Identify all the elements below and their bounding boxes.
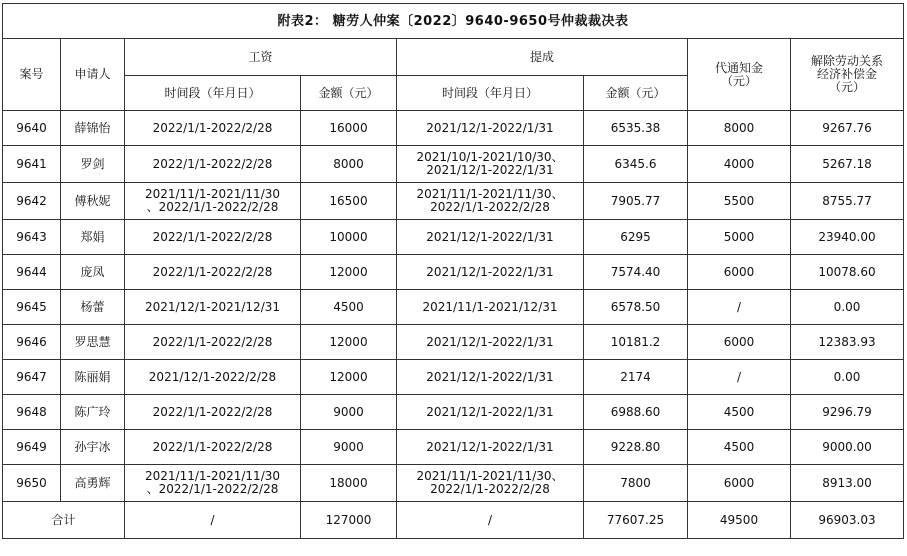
- wage-amount-cell: 8000: [301, 146, 397, 183]
- severance-cell: 9296.79: [791, 395, 904, 430]
- commission-period-cell-line: 2022/1/1-2022/2/28: [430, 200, 550, 214]
- wage-period-cell-line: 2021/11/1-2021/11/30: [144, 187, 281, 201]
- wage-period-cell-line: 2021/11/1-2021/11/30: [144, 469, 281, 483]
- wage-period-cell-line: 2022/1/1-2022/2/28: [152, 404, 273, 419]
- total-wage-amount-cell: 127000: [301, 502, 397, 539]
- header-wage: 工资: [125, 39, 397, 76]
- wage-period-cell-line: 、2022/1/1-2022/2/28: [146, 200, 279, 214]
- case-number-cell: 9646: [3, 325, 61, 360]
- commission-period-cell: [397, 325, 584, 360]
- notice-pay-cell: /: [688, 360, 791, 395]
- commission-period-cell-line: 2021/11/1-2021/12/31: [422, 299, 558, 314]
- table-row: [3, 220, 904, 255]
- commission-period-cell: [397, 220, 584, 255]
- applicant-cell: 陈广玲: [61, 395, 125, 430]
- case-number-cell: 9650: [3, 465, 61, 502]
- notice-pay-cell: 6000: [688, 255, 791, 290]
- notice-pay-cell: 6000: [688, 465, 791, 502]
- header-commission: 提成: [397, 39, 688, 76]
- table-row: [3, 290, 904, 325]
- wage-amount-cell: 12000: [301, 325, 397, 360]
- notice-pay-cell: 8000: [688, 111, 791, 146]
- severance-cell: 9000.00: [791, 430, 904, 465]
- severance-cell: 0.00: [791, 360, 904, 395]
- severance-cell: 5267.18: [791, 146, 904, 183]
- header-severance-line2: 经济补偿金: [817, 67, 878, 81]
- total-comm-period-cell: /: [397, 502, 584, 539]
- commission-amount-cell: 6578.50: [584, 290, 688, 325]
- wage-amount-cell: 12000: [301, 255, 397, 290]
- table-title: 附表2： 糖劳人仲案〔2022〕9640-9650号仲裁裁决表: [3, 4, 904, 39]
- wage-period-cell: [125, 395, 301, 430]
- commission-period-cell-line: 2021/12/1-2022/1/31: [426, 369, 554, 384]
- wage-period-cell: [125, 111, 301, 146]
- total-row: [3, 502, 904, 539]
- case-number-cell: 9640: [3, 111, 61, 146]
- notice-pay-cell: 4500: [688, 395, 791, 430]
- total-notice-pay-cell: 49500: [688, 502, 791, 539]
- applicant-cell: 郑娟: [61, 220, 125, 255]
- table-row: [3, 183, 904, 220]
- table-row: [3, 430, 904, 465]
- notice-pay-cell: /: [688, 290, 791, 325]
- commission-period-cell: [397, 430, 584, 465]
- wage-amount-cell: 16500: [301, 183, 397, 220]
- commission-amount-cell: 6345.6: [584, 146, 688, 183]
- notice-pay-cell: 4500: [688, 430, 791, 465]
- severance-cell: 12383.93: [791, 325, 904, 360]
- severance-cell: 0.00: [791, 290, 904, 325]
- wage-period-cell: [125, 360, 301, 395]
- commission-period-cell: [397, 146, 584, 183]
- applicant-cell: 罗思慧: [61, 325, 125, 360]
- header-applicant: 申请人: [61, 39, 125, 111]
- table-row: [3, 146, 904, 183]
- table-row: [3, 111, 904, 146]
- header-severance-line3: （元）: [829, 80, 866, 94]
- wage-period-cell: [125, 220, 301, 255]
- commission-period-cell-line: 2021/10/1-2021/10/30、: [416, 150, 564, 164]
- case-number-cell: 9641: [3, 146, 61, 183]
- wage-period-cell: [125, 255, 301, 290]
- wage-period-cell-line: 2022/1/1-2022/2/28: [152, 334, 273, 349]
- commission-period-cell: [397, 465, 584, 502]
- severance-cell: 8913.00: [791, 465, 904, 502]
- table-row: [3, 465, 904, 502]
- commission-period-cell-line: 2021/11/1-2021/11/30、: [416, 187, 564, 201]
- header-notice-pay-line2: （元）: [720, 73, 757, 88]
- wage-amount-cell: 16000: [301, 111, 397, 146]
- wage-amount-cell: 4500: [301, 290, 397, 325]
- commission-amount-cell: 7574.40: [584, 255, 688, 290]
- total-comm-amount-cell: 77607.25: [584, 502, 688, 539]
- wage-period-cell-line: 2021/12/1-2021/12/31: [144, 299, 281, 314]
- award-table-container: [2, 3, 904, 539]
- wage-amount-cell: 12000: [301, 360, 397, 395]
- wage-period-cell-line: 2022/1/1-2022/2/28: [152, 229, 273, 244]
- commission-period-cell-line: 2021/12/1-2022/1/31: [426, 264, 554, 279]
- applicant-cell: 薛锦怡: [61, 111, 125, 146]
- applicant-cell: 傅秋妮: [61, 183, 125, 220]
- wage-period-cell: [125, 290, 301, 325]
- header-wage-amount: 金额（元）: [301, 76, 397, 111]
- wage-period-cell-line: 2022/1/1-2022/2/28: [152, 439, 273, 454]
- wage-period-cell: [125, 430, 301, 465]
- header-severance-line1: 解除劳动关系: [811, 54, 884, 68]
- commission-amount-cell: 6295: [584, 220, 688, 255]
- commission-period-cell-line: 2021/12/1-2022/1/31: [426, 404, 554, 419]
- table-row: [3, 325, 904, 360]
- wage-amount-cell: 9000: [301, 430, 397, 465]
- applicant-cell: 高勇辉: [61, 465, 125, 502]
- commission-period-cell: [397, 183, 584, 220]
- case-number-cell: 9649: [3, 430, 61, 465]
- wage-period-cell-line: 、2022/1/1-2022/2/28: [146, 482, 279, 496]
- commission-amount-cell: 10181.2: [584, 325, 688, 360]
- commission-amount-cell: 7905.77: [584, 183, 688, 220]
- header-comm-amount: 金额（元）: [584, 76, 688, 111]
- notice-pay-cell: 5000: [688, 220, 791, 255]
- case-number-cell: 9643: [3, 220, 61, 255]
- total-label-cell: 合计: [3, 502, 125, 539]
- header-notice-pay: [688, 39, 791, 111]
- header-wage-period: 时间段（年月日）: [125, 76, 301, 111]
- wage-period-cell: [125, 325, 301, 360]
- commission-period-cell-line: 2021/12/1-2022/1/31: [426, 334, 554, 349]
- table-row: [3, 395, 904, 430]
- notice-pay-cell: 4000: [688, 146, 791, 183]
- commission-period-cell: [397, 360, 584, 395]
- wage-amount-cell: 18000: [301, 465, 397, 502]
- applicant-cell: 庞凤: [61, 255, 125, 290]
- commission-amount-cell: 2174: [584, 360, 688, 395]
- wage-period-cell-line: 2022/1/1-2022/2/28: [152, 120, 273, 135]
- case-number-cell: 9644: [3, 255, 61, 290]
- wage-amount-cell: 10000: [301, 220, 397, 255]
- commission-period-cell-line: 2021/12/1-2022/1/31: [426, 120, 554, 135]
- arbitration-award-table: [2, 3, 904, 539]
- wage-period-cell: [125, 465, 301, 502]
- wage-period-cell: [125, 146, 301, 183]
- severance-cell: 8755.77: [791, 183, 904, 220]
- commission-amount-cell: 9228.80: [584, 430, 688, 465]
- case-number-cell: 9648: [3, 395, 61, 430]
- case-number-cell: 9645: [3, 290, 61, 325]
- case-number-cell: 9647: [3, 360, 61, 395]
- commission-period-cell: [397, 290, 584, 325]
- commission-amount-cell: 7800: [584, 465, 688, 502]
- applicant-cell: 孙宇冰: [61, 430, 125, 465]
- notice-pay-cell: 5500: [688, 183, 791, 220]
- severance-cell: 10078.60: [791, 255, 904, 290]
- table-row: [3, 255, 904, 290]
- header-notice-pay-line1: 代通知金: [714, 60, 763, 75]
- commission-period-cell: [397, 111, 584, 146]
- header-case-no: 案号: [3, 39, 61, 111]
- severance-cell: 23940.00: [791, 220, 904, 255]
- severance-cell: 9267.76: [791, 111, 904, 146]
- wage-amount-cell: 9000: [301, 395, 397, 430]
- table-row: [3, 360, 904, 395]
- commission-amount-cell: 6535.38: [584, 111, 688, 146]
- commission-amount-cell: 6988.60: [584, 395, 688, 430]
- wage-period-cell-line: 2022/1/1-2022/2/28: [152, 264, 273, 279]
- commission-period-cell-line: 2021/12/1-2022/1/31: [426, 229, 554, 244]
- applicant-cell: 杨蕾: [61, 290, 125, 325]
- header-severance: [791, 39, 904, 111]
- commission-period-cell-line: 2021/11/1-2021/11/30、: [416, 469, 564, 483]
- header-comm-period: 时间段（年月日）: [397, 76, 584, 111]
- wage-period-cell-line: 2022/1/1-2022/2/28: [152, 156, 273, 171]
- applicant-cell: 罗剑: [61, 146, 125, 183]
- commission-period-cell-line: 2021/12/1-2022/1/31: [426, 439, 554, 454]
- total-severance-cell: 96903.03: [791, 502, 904, 539]
- commission-period-cell-line: 2021/12/1-2022/1/31: [426, 163, 554, 177]
- wage-period-cell: [125, 183, 301, 220]
- applicant-cell: 陈丽娟: [61, 360, 125, 395]
- wage-period-cell-line: 2021/12/1-2022/2/28: [148, 369, 277, 384]
- case-number-cell: 9642: [3, 183, 61, 220]
- commission-period-cell-line: 2022/1/1-2022/2/28: [430, 482, 550, 496]
- total-wage-period-cell: /: [125, 502, 301, 539]
- commission-period-cell: [397, 255, 584, 290]
- notice-pay-cell: 6000: [688, 325, 791, 360]
- commission-period-cell: [397, 395, 584, 430]
